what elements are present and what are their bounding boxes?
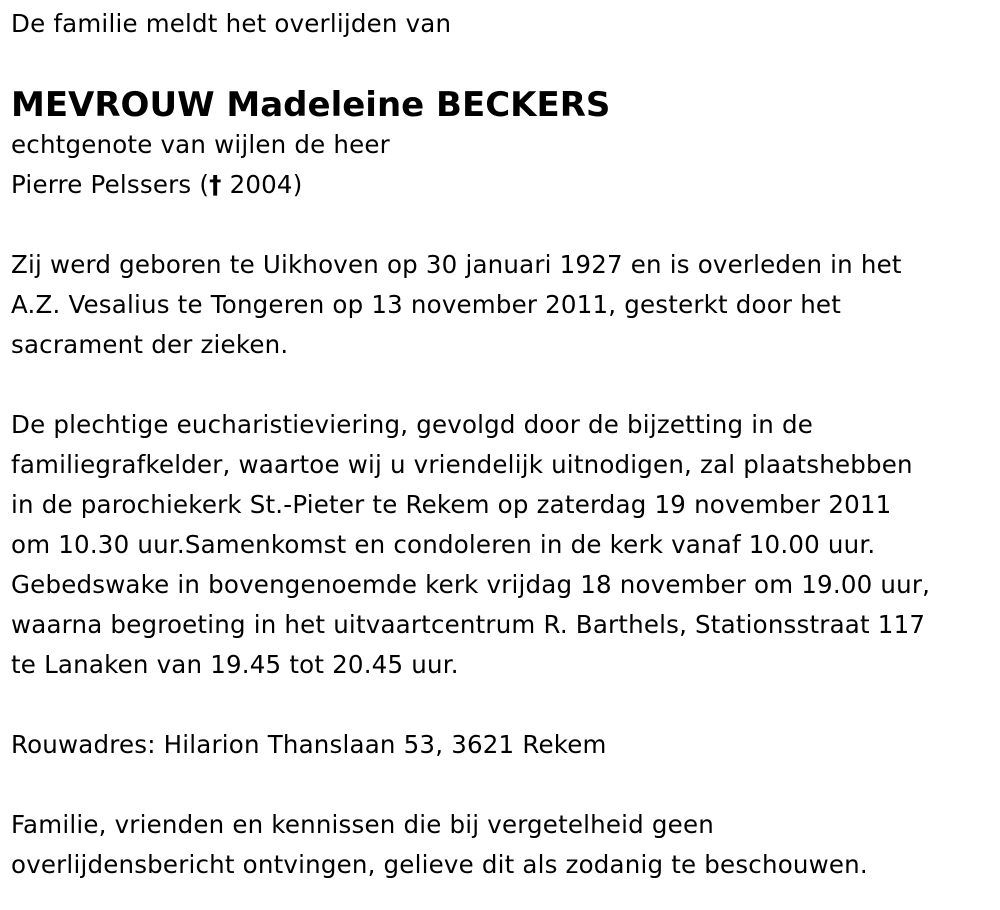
paragraph-line: in de parochiekerk St.-Pieter te Rekem op zaterdag 19 november 2011 (11, 490, 892, 519)
paragraph-line: familiegrafkelder, waartoe wij u vriendelijk uitnodigen, zal plaatshebben (11, 450, 913, 479)
spouse-line: echtgenote van wijlen de heer (11, 130, 390, 159)
spouse-name-line (11, 165, 996, 205)
address-paragraph (11, 725, 996, 765)
paragraph-line: Gebedswake in bovengenoemde kerk vrijdag 18 november om 19.00 uur, (11, 570, 931, 599)
paragraph-line: waarna begroeting in het uitvaartcentrum R. Barthels, Stationsstraat 117 (11, 610, 926, 639)
death-notice (11, 4, 996, 885)
paragraph-line: Familie, vrienden en kennissen die bij vergetelheid geen (11, 810, 714, 839)
paragraph-line: overlijdensbericht ontvingen, gelieve dit als zodanig te beschouwen. (11, 850, 868, 879)
ceremony-paragraph (11, 405, 996, 685)
paragraph-line: Zij werd geboren te Uikhoven op 30 januari 1927 en is overleden in het (11, 250, 902, 279)
paragraph-line: om 10.30 uur.Samenkomst en condoleren in de kerk vanaf 10.00 uur. (11, 530, 876, 559)
spouse-name: Pierre Pelssers ( (11, 170, 210, 199)
mourning-address: Rouwadres: Hilarion Thanslaan 53, 3621 Rekem (11, 730, 607, 759)
deceased-name: MEVROUW Madeleine BECKERS (11, 85, 611, 125)
paragraph-line: A.Z. Vesalius te Tongeren op 13 november 2011, gesterkt door het (11, 290, 841, 319)
spouse-death-year: 2004) (221, 170, 303, 199)
intro-text: De familie meldt het overlijden van (11, 9, 452, 38)
cross-icon: † (209, 170, 222, 199)
birth-death-paragraph (11, 245, 996, 365)
closing-paragraph (11, 805, 996, 885)
paragraph-line: sacrament der zieken. (11, 330, 289, 359)
paragraph-line: te Lanaken van 19.45 tot 20.45 uur. (11, 650, 459, 679)
paragraph-line: De plechtige eucharistieviering, gevolgd door de bijzetting in de (11, 410, 813, 439)
